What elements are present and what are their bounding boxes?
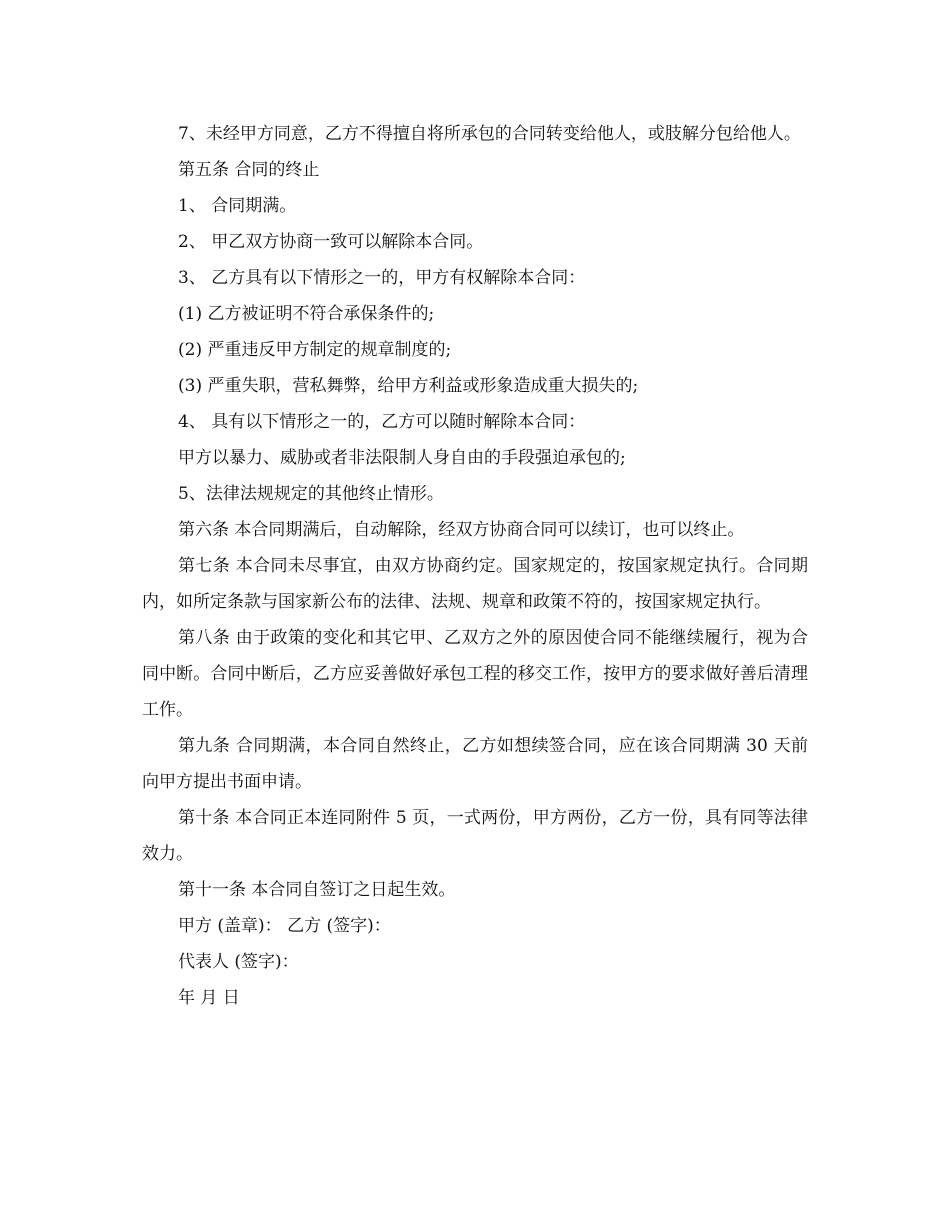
date-line: 年 月 日 bbox=[178, 988, 240, 1008]
termination-item-1: 1、 合同期满。 bbox=[178, 196, 297, 216]
termination-item-4-detail: 甲方以暴力、威胁或者非法限制人身自由的手段强迫承包的; bbox=[178, 448, 626, 468]
termination-subitem-3: (3) 严重失职，营私舞弊，给甲方利益或形象造成重大损失的; bbox=[178, 376, 639, 396]
article-7-paragraph: 第七条 本合同未尽事宜，由双方协商约定。国家规定的，按国家规定执行。合同期内，如所定条款与国家新公布的法律、法规、规章和政策不符的，按国家规定执行。 bbox=[142, 556, 808, 612]
termination-subitem-2: (2) 严重违反甲方制定的规章制度的; bbox=[178, 340, 452, 360]
article-5-heading: 第五条 合同的终止 bbox=[178, 160, 320, 180]
article-11-paragraph: 第十一条 本合同自签订之日起生效。 bbox=[178, 880, 456, 900]
clause-7-paragraph: 7、未经甲方同意，乙方不得擅自将所承包的合同转变给他人，或肢解分包给他人。 bbox=[178, 124, 801, 144]
termination-item-2: 2、 甲乙双方协商一致可以解除本合同。 bbox=[178, 232, 484, 252]
termination-subitem-1: (1) 乙方被证明不符合承保条件的; bbox=[178, 304, 435, 324]
termination-item-3: 3、 乙方具有以下情形之一的，甲方有权解除本合同： bbox=[178, 268, 586, 288]
article-10-paragraph: 第十条 本合同正本连同附件 5 页，一式两份，甲方两份，乙方一份，具有同等法律效力。 bbox=[142, 808, 808, 864]
signature-parties-line: 甲方 (盖章)： 乙方 (签字)： bbox=[178, 916, 391, 936]
article-9-paragraph: 第九条 合同期满，本合同自然终止，乙方如想续签合同，应在该合同期满 30 天前向甲方提出书面申请。 bbox=[142, 736, 808, 792]
article-8-paragraph: 第八条 由于政策的变化和其它甲、乙双方之外的原因使合同不能继续履行，视为合同中断。合同中断后，乙方应妥善做好承包工程的移交工作，按甲方的要求做好善后清理工作。 bbox=[142, 628, 808, 720]
representative-signature-line: 代表人 (签字)： bbox=[178, 952, 299, 972]
document-body bbox=[142, 116, 808, 1016]
article-6-paragraph: 第六条 本合同期满后，自动解除，经双方协商合同可以续订，也可以终止。 bbox=[178, 520, 745, 540]
termination-item-4: 4、 具有以下情形之一的，乙方可以随时解除本合同： bbox=[178, 412, 586, 432]
termination-item-5: 5、法律法规规定的其他终止情形。 bbox=[178, 484, 444, 504]
